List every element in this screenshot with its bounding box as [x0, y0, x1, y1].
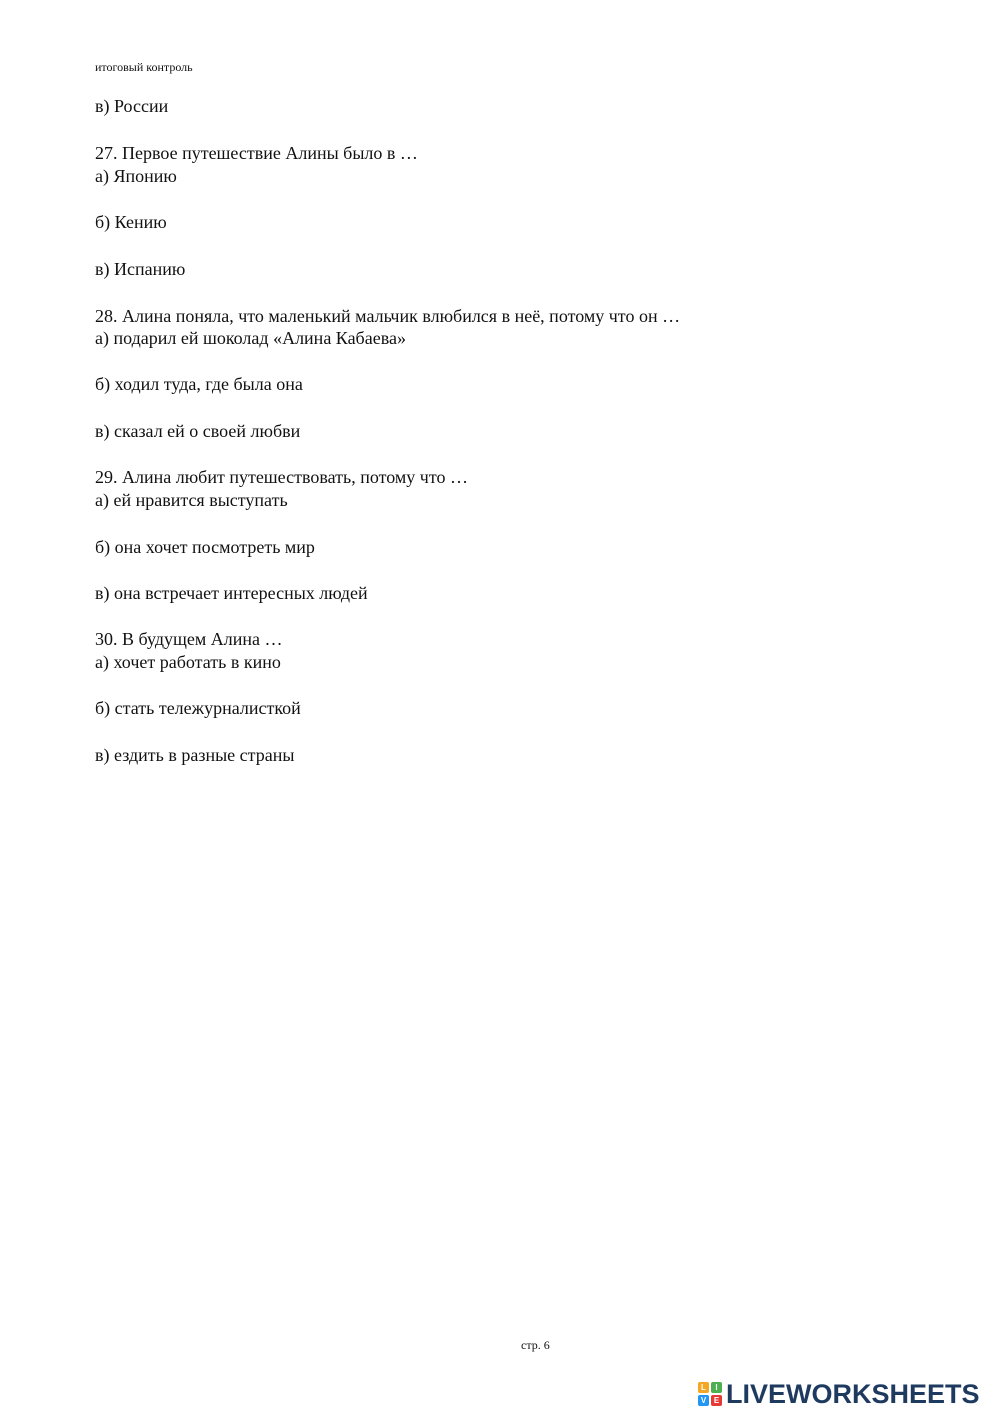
- logo-letter-i: I: [711, 1382, 722, 1393]
- answer-option: б) Кению: [95, 212, 167, 232]
- answer-option: б) она хочет посмотреть мир: [95, 537, 315, 557]
- page-header: итоговый контроль: [95, 60, 193, 74]
- answer-option: в) России: [95, 96, 169, 116]
- answer-option: а) подарил ей шоколад «Алина Кабаева»: [95, 328, 406, 348]
- answer-option: а) ей нравится выступать: [95, 490, 288, 510]
- liveworksheets-wordmark: LIVEWORKSHEETS: [726, 1379, 980, 1409]
- answer-option: а) Японию: [95, 166, 177, 186]
- answer-option: в) сказал ей о своей любви: [95, 421, 301, 441]
- liveworksheets-logo-icon: [698, 1382, 722, 1406]
- question-27: 27. Первое путешествие Алины было в …: [95, 143, 418, 163]
- answer-option: б) ходил туда, где была она: [95, 374, 303, 394]
- answer-option: в) Испанию: [95, 259, 186, 279]
- page-number: стр. 6: [521, 1338, 550, 1352]
- question-30: 30. В будущем Алина …: [95, 629, 283, 649]
- answer-option: а) хочет работать в кино: [95, 652, 281, 672]
- logo-letter-v: V: [698, 1395, 709, 1406]
- liveworksheets-brand[interactable]: [698, 1378, 980, 1410]
- logo-letter-l: L: [698, 1382, 709, 1393]
- logo-letter-e: E: [711, 1395, 722, 1406]
- answer-option: в) она встречает интересных людей: [95, 583, 368, 603]
- question-29: 29. Алина любит путешествовать, потому что …: [95, 467, 468, 487]
- answer-option: в) ездить в разные страны: [95, 745, 295, 765]
- answer-option: б) стать тележурналисткой: [95, 698, 301, 718]
- question-28: 28. Алина поняла, что маленький мальчик влюбился в неё, потому что он …: [95, 306, 681, 326]
